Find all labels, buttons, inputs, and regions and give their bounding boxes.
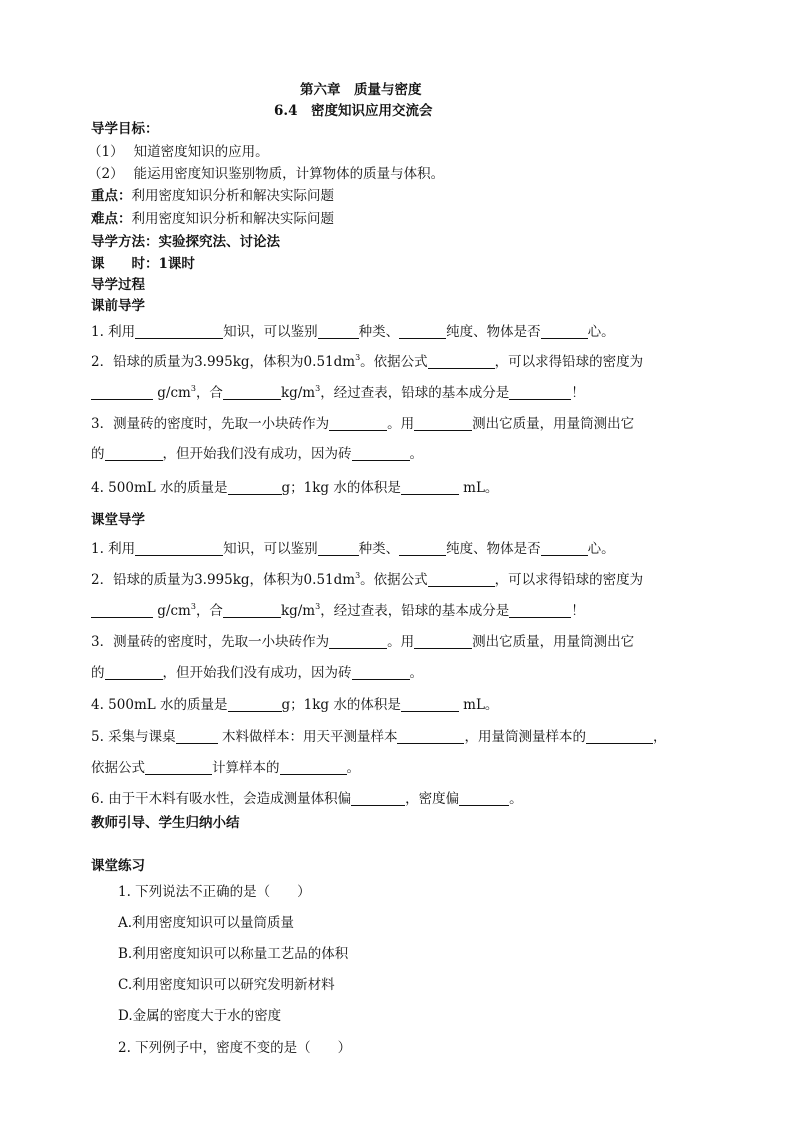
class-section-heading: 课堂导学 — [91, 512, 145, 528]
blank-field[interactable] — [228, 697, 282, 712]
text: g；1kg 水的体积是 — [281, 480, 401, 496]
hours-label: 课 时： — [91, 256, 159, 272]
superscript: 3 — [355, 571, 361, 580]
text: 。用 — [387, 634, 415, 650]
blank-field[interactable] — [414, 634, 472, 649]
goal-2-number: （2） — [88, 166, 124, 182]
blank-field[interactable] — [428, 572, 495, 587]
blank-field[interactable] — [401, 697, 459, 712]
text: 知识，可以鉴别 — [223, 541, 318, 557]
practice-heading: 课堂练习 — [91, 858, 145, 874]
text: 依据公式 — [91, 760, 145, 776]
text: 5. 采集与课桌 — [91, 729, 176, 745]
blank-field[interactable] — [145, 760, 212, 775]
text: 计算样本的 — [212, 760, 280, 776]
key-point — [91, 187, 334, 205]
superscript: 3 — [355, 353, 361, 362]
superscript: 3 — [190, 602, 196, 611]
text: ！ — [571, 385, 585, 401]
goal-1-text: 知道密度知识的应用。 — [133, 144, 269, 160]
text: kg/m — [280, 603, 316, 619]
blank-field[interactable] — [509, 603, 571, 618]
text: 4. 500mL 水的质量是 — [91, 480, 228, 496]
blank-field[interactable] — [329, 416, 387, 431]
class-q5 — [91, 728, 666, 746]
goal-2 — [88, 165, 444, 183]
text: 2．铅球的质量为3.995kg，体积为0.51dm — [91, 354, 356, 370]
text: ， — [652, 729, 667, 745]
exercise-2: 2. 下列例子中，密度不变的是（ ） — [118, 1040, 352, 1056]
blank-field[interactable] — [397, 729, 464, 744]
method-line: 导学方法：实验探究法、讨论法 — [91, 234, 280, 250]
pre-section-heading: 课前导学 — [91, 298, 145, 314]
text: 纯度、物体是否 — [446, 324, 541, 340]
difficult-text: 利用密度知识分析和解决实际问题 — [131, 211, 334, 227]
text: 。依据公式 — [360, 354, 428, 370]
text: ，可以求得铅球的密度为 — [494, 572, 644, 588]
blank-field[interactable] — [399, 541, 446, 556]
goal-1-number: （1） — [88, 144, 124, 160]
superscript: 3 — [190, 384, 196, 393]
blank-field[interactable] — [105, 665, 163, 680]
class-q3 — [91, 633, 634, 651]
text: 1. 利用 — [91, 541, 136, 557]
text: 心。 — [587, 324, 615, 340]
blank-field[interactable] — [329, 634, 387, 649]
text: kg/m — [280, 385, 316, 401]
text: 。 — [509, 791, 523, 807]
blank-field[interactable] — [541, 324, 588, 339]
text: ，密度偏 — [405, 791, 460, 807]
blank-field[interactable] — [280, 760, 347, 775]
text: ，但开始我们没有成功，因为砖 — [162, 665, 352, 681]
text: g/cm — [153, 603, 191, 619]
teacher-summary-heading: 教师引导、学生归纳小结 — [91, 815, 240, 831]
difficult-point — [91, 210, 334, 228]
exercise-1: 1. 下列说法不正确的是（ ） — [118, 884, 311, 900]
text: 。依据公式 — [360, 572, 428, 588]
blank-field[interactable] — [401, 480, 459, 495]
pre-q3-cont — [91, 445, 423, 463]
key-text: 利用密度知识分析和解决实际问题 — [131, 188, 334, 204]
superscript: 3 — [315, 602, 321, 611]
blank-field[interactable] — [352, 665, 410, 680]
class-q6 — [91, 790, 523, 808]
blank-field[interactable] — [586, 729, 653, 744]
class-q2-cont — [91, 602, 585, 620]
lesson-title: 6.4 密度知识应用交流会 — [274, 103, 433, 119]
hours-line — [91, 255, 195, 273]
text: 测出它质量，用量筒测出它 — [472, 416, 635, 432]
class-q3-cont — [91, 664, 423, 682]
blank-field[interactable] — [176, 729, 218, 744]
text: mL。 — [458, 697, 499, 713]
blank-field[interactable] — [135, 541, 223, 556]
class-q2 — [91, 571, 643, 589]
text: 2．铅球的质量为3.995kg，体积为0.51dm — [91, 572, 356, 588]
text: ，合 — [195, 385, 223, 401]
text: 。用 — [387, 416, 415, 432]
blank-field[interactable] — [318, 324, 359, 339]
pre-q4 — [91, 479, 498, 497]
text: 3．测量砖的密度时，先取一小块砖作为 — [91, 634, 330, 650]
exercise-1-option-c[interactable]: C.利用密度知识可以研究发明新材料 — [118, 977, 335, 993]
blank-field[interactable] — [91, 385, 153, 400]
class-q1 — [91, 540, 615, 558]
goals-label: 导学目标： — [91, 121, 159, 137]
class-q5-cont — [91, 759, 360, 777]
blank-field[interactable] — [105, 446, 163, 461]
blank-field[interactable] — [135, 324, 223, 339]
text: g；1kg 水的体积是 — [281, 697, 401, 713]
process-heading: 导学过程 — [91, 277, 145, 293]
goal-1 — [88, 143, 269, 161]
text: 。 — [409, 665, 423, 681]
blank-field[interactable] — [318, 541, 359, 556]
text: 3．测量砖的密度时，先取一小块砖作为 — [91, 416, 330, 432]
blank-field[interactable] — [352, 446, 410, 461]
text: 1. 利用 — [91, 324, 136, 340]
blank-field[interactable] — [351, 791, 405, 806]
text: ，但开始我们没有成功，因为砖 — [162, 446, 352, 462]
pre-q2 — [91, 353, 643, 371]
text: 心。 — [587, 541, 615, 557]
text: 测出它质量，用量筒测出它 — [472, 634, 635, 650]
blank-field[interactable] — [428, 354, 495, 369]
exercise-1-option-b[interactable]: B.利用密度知识可以称量工艺品的体积 — [118, 946, 349, 962]
text: 知识，可以鉴别 — [223, 324, 318, 340]
blank-field[interactable] — [223, 603, 281, 618]
pre-q1 — [91, 323, 615, 341]
text: 。 — [409, 446, 423, 462]
text: ，可以求得铅球的密度为 — [494, 354, 644, 370]
text: ，经过查表，铅球的基本成分是 — [320, 385, 510, 401]
text: 6. 由于干木料有吸水性，会造成测量体积偏 — [91, 791, 352, 807]
blank-field[interactable] — [541, 541, 588, 556]
text: ，用量筒测量样本的 — [464, 729, 586, 745]
chapter-title: 第六章 质量与密度 — [300, 82, 422, 98]
pre-q3 — [91, 415, 634, 433]
key-label: 重点： — [91, 188, 132, 204]
text: ，经过查表，铅球的基本成分是 — [320, 603, 510, 619]
text: 的 — [91, 665, 105, 681]
blank-field[interactable] — [459, 791, 509, 806]
blank-field[interactable] — [223, 385, 281, 400]
text: mL。 — [458, 480, 499, 496]
text: 纯度、物体是否 — [446, 541, 541, 557]
blank-field[interactable] — [414, 416, 472, 431]
text: 种类、 — [358, 541, 400, 557]
blank-field[interactable] — [228, 480, 282, 495]
exercise-1-option-a[interactable]: A.利用密度知识可以量筒质量 — [118, 915, 295, 931]
text: 种类、 — [358, 324, 400, 340]
superscript: 3 — [315, 384, 321, 393]
blank-field[interactable] — [91, 603, 153, 618]
pre-q2-cont — [91, 384, 585, 402]
difficult-label: 难点： — [91, 211, 132, 227]
hours-value: 1课时 — [158, 256, 195, 272]
text: 的 — [91, 446, 105, 462]
text: 。 — [346, 760, 360, 776]
blank-field[interactable] — [509, 385, 571, 400]
text: 4. 500mL 水的质量是 — [91, 697, 228, 713]
goal-2-text: 能运用密度知识鉴别物质，计算物体的质量与体积。 — [133, 166, 445, 182]
text: g/cm — [153, 385, 191, 401]
text: ，合 — [195, 603, 223, 619]
class-q4 — [91, 696, 498, 714]
text: 木料做样本：用天平测量样本 — [217, 729, 398, 745]
exercise-1-option-d[interactable]: D.金属的密度大于水的密度 — [118, 1008, 282, 1024]
blank-field[interactable] — [399, 324, 446, 339]
text: ！ — [571, 603, 585, 619]
